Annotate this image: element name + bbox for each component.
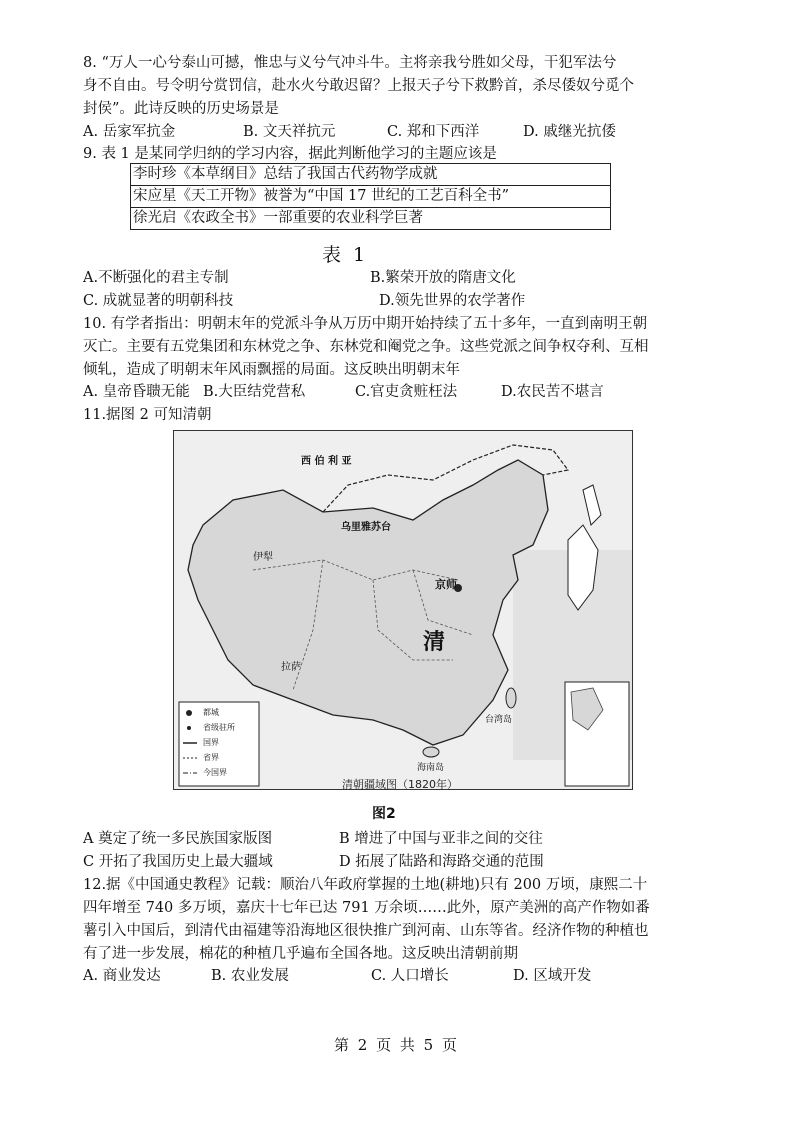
q12-option-d[interactable]: D. 区域开发 <box>513 968 592 984</box>
q10-option-c[interactable]: C.官吏贪赃枉法 <box>355 384 458 400</box>
q12-stem-line4: 有了进一步发展，棉花的种植几乎遍布全国各地。这反映出清朝前期 <box>83 946 518 962</box>
table-row <box>131 186 611 208</box>
q10-stem-line3: 倾轧，造成了明朝末年风雨飘摇的局面。这反映出明朝末年 <box>83 362 460 378</box>
q8-stem-line2: 身不自由。号令明兮赏罚信，赴水火兮敢迟留？上报天子兮下救黔首，杀尽倭奴兮觅个 <box>83 78 634 94</box>
table-caption: 表 1 <box>322 244 369 266</box>
q10-option-b[interactable]: B.大臣结党营私 <box>203 384 306 400</box>
q11-option-b[interactable]: B 增进了中国与亚非之间的交往 <box>339 831 543 847</box>
q9-option-a[interactable]: A.不断强化的君主专制 <box>83 270 229 286</box>
q8-option-b[interactable]: B. 文天祥抗元 <box>243 124 336 140</box>
q10-option-d[interactable]: D.农民苦不堪言 <box>501 384 604 400</box>
legend-today: 今国界 <box>203 768 227 777</box>
q11-option-d[interactable]: D 拓展了陆路和海路交通的范围 <box>339 854 544 870</box>
q12-stem-line3: 薯引入中国后，到清代由福建等沿海地区很快推广到河南、山东等省。经济作物的种植也 <box>83 923 649 939</box>
map-title: 清朝疆域图（1820年） <box>342 778 458 791</box>
table-1 <box>130 163 611 230</box>
q10-option-a[interactable]: A. 皇帝昏聩无能 <box>83 384 190 400</box>
q8-option-d[interactable]: D. 戚继光抗倭 <box>523 124 616 140</box>
qing-territory-map <box>173 430 633 790</box>
q8-stem-line1: 8. “万人一心兮泰山可撼，惟忠与义兮气冲斗牛。主将亲我兮胜如父母，干犯军法兮 <box>83 55 617 71</box>
legend-province: 省界 <box>203 753 219 762</box>
map-label-taiwan: 台湾岛 <box>485 715 513 725</box>
map-label-uliastai: 乌里雅苏台 <box>341 522 391 533</box>
q9-stem: 9. 表 1 是某同学归纳的学习内容，据此判断他学习的主题应该是 <box>83 146 497 162</box>
map-label-lhasa: 拉萨 <box>281 662 301 673</box>
q12-option-a[interactable]: A. 商业发达 <box>83 968 161 984</box>
table-cell: 宋应星《天工开物》被誉为“中国 17 世纪的工艺百科全书” <box>131 186 611 208</box>
figure-label: 图2 <box>372 806 396 822</box>
table-row <box>131 164 611 186</box>
table-row <box>131 208 611 230</box>
q12-stem-line1: 12.据《中国通史教程》记载：顺治八年政府掌握的土地(耕地)只有 200 万顷，康熙二十 <box>83 877 648 893</box>
q12-option-c[interactable]: C. 人口增长 <box>371 968 449 984</box>
legend-capital: 都城 <box>203 708 219 717</box>
q12-option-b[interactable]: B. 农业发展 <box>211 968 289 984</box>
legend-border: 国界 <box>203 738 219 747</box>
q8-option-a[interactable]: A. 岳家军抗金 <box>83 124 176 140</box>
table-cell: 李时珍《本草纲目》总结了我国古代药物学成就 <box>131 164 611 186</box>
q8-stem-line3: 封侯”。此诗反映的历史场景是 <box>83 101 279 117</box>
q10-stem-line1: 10. 有学者指出：明朝末年的党派斗争从万历中期开始持续了五十多年，一直到南明王朝 <box>83 316 648 332</box>
q9-option-b[interactable]: B.繁荣开放的隋唐文化 <box>370 270 516 286</box>
q8-option-c[interactable]: C. 郑和下西洋 <box>387 124 480 140</box>
q11-option-c[interactable]: C 开拓了我国历史上最大疆域 <box>83 854 273 870</box>
q9-option-d[interactable]: D.领先世界的农学著作 <box>379 293 526 309</box>
table-cell: 徐光启《农政全书》一部重要的农业科学巨著 <box>131 208 611 230</box>
map-label-siberia: 西 伯 利 亚 <box>301 456 352 467</box>
legend-garrison: 省级驻所 <box>203 723 235 732</box>
map-label-jingshi: 京师 <box>435 578 457 591</box>
map-label-hainan: 海南岛 <box>417 763 445 773</box>
q10-stem-line2: 灭亡。主要有五党集团和东林党之争、东林党和阉党之争。这些党派之间争权夺利、互相 <box>83 339 649 355</box>
q9-option-c[interactable]: C. 成就显著的明朝科技 <box>83 293 234 309</box>
q11-option-a[interactable]: A 奠定了统一多民族国家版图 <box>83 831 273 847</box>
q11-stem: 11.据图 2 可知清朝 <box>83 407 212 423</box>
page-footer: 第 2 页 共 5 页 <box>334 1036 459 1054</box>
q12-stem-line2: 四年增至 740 多万顷，嘉庆十七年已达 791 万余顷……此外，原产美洲的高产作物如番 <box>83 900 650 916</box>
map-label-qing: 清 <box>423 630 446 655</box>
map-label-ili: 伊犁 <box>253 552 273 563</box>
